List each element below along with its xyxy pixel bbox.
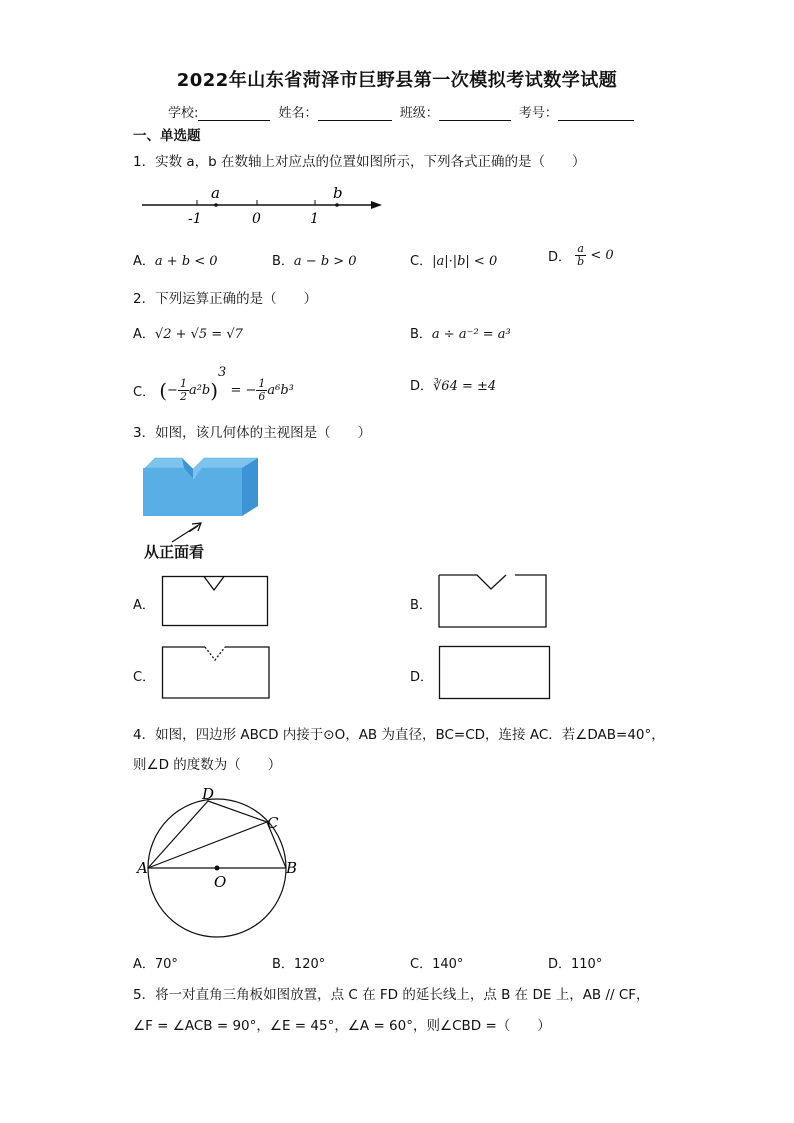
name-label: 姓名： (278, 106, 318, 121)
q3-option-c-label[interactable]: C． (133, 670, 156, 685)
point-label-c: C (267, 814, 279, 832)
q4-option-b[interactable]: B．120° (272, 957, 326, 972)
q2-option-c[interactable]: C． (− $\frac{1}{2}$ a²b)$^3$ = − $\frac{1}{6}$ a⁶b³ (133, 365, 294, 403)
q4-option-c[interactable]: C．140° (410, 957, 464, 972)
section-heading: 一、单选题 (133, 128, 201, 144)
q1-option-d[interactable]: D． $\frac{a}{b}$ < 0 (548, 242, 614, 268)
point-label-b: B (286, 859, 298, 877)
q2-option-a[interactable]: A．√2 + √5 = √7 (133, 327, 243, 342)
question-5-stem-line2: ∠F = ∠ACB = 90°，∠E = 45°，∠A = 60°，则∠CBD =（ ） (133, 1018, 551, 1034)
label-minus-one: -1 (188, 211, 202, 227)
question-4-stem-line1: 4．如图，四边形 ABCD 内接于⊙O，AB 为直径，BC=CD，连接 AC．若∠DAB=40°， (133, 727, 665, 743)
q1-option-b[interactable]: B．a − b > 0 (272, 254, 357, 269)
name-blank[interactable] (318, 106, 392, 121)
label-one: 1 (310, 211, 319, 227)
exam-no-blank[interactable] (558, 106, 634, 121)
segment-ac (148, 822, 267, 868)
center-o-dot (215, 866, 220, 871)
q3-option-a-label[interactable]: A． (133, 598, 155, 613)
class-label: 班级： (399, 106, 439, 121)
q4-option-a[interactable]: A．70° (133, 957, 178, 972)
q2-option-d[interactable]: D．∛64 = ±4 (410, 379, 497, 394)
q1-option-c[interactable]: C．|a|·|b| < 0 (410, 254, 498, 269)
q1-option-a[interactable]: A．a + b < 0 (133, 254, 218, 269)
point-label-o: O (214, 873, 227, 891)
circle-figure (134, 784, 304, 940)
question-2-stem: 2．下列运算正确的是（ ） (133, 291, 318, 307)
page-title: 2022年山东省菏泽市巨野县第一次模拟考试数学试题 (176, 70, 618, 91)
question-4-stem-line2: 则∠D 的度数为（ ） (133, 757, 282, 773)
q3-option-d-label[interactable]: D． (410, 670, 434, 685)
point-label-d: D (202, 785, 215, 803)
quadrilateral-sides (148, 801, 286, 868)
solid-side-face (242, 458, 258, 516)
school-label: 学校: (168, 106, 199, 121)
q4-option-d[interactable]: D．110° (548, 957, 603, 972)
q3-option-b-figure[interactable] (437, 573, 551, 630)
point-label-a: A (137, 859, 148, 877)
class-blank[interactable] (439, 106, 511, 121)
point-a (214, 203, 218, 207)
number-line-figure (138, 183, 388, 229)
number-line-arrow (371, 201, 382, 209)
front-view-label: 从正面看 (144, 543, 205, 561)
q3-option-c-figure[interactable] (161, 645, 273, 701)
q3-option-b-label[interactable]: B． (410, 598, 432, 613)
q3-option-a-figure[interactable] (161, 575, 271, 629)
point-b (335, 203, 339, 207)
label-b: b (333, 184, 343, 202)
q3-option-d-figure[interactable] (438, 645, 552, 701)
student-info-line (168, 102, 638, 121)
label-zero: 0 (252, 211, 261, 227)
q2-option-b[interactable]: B．a ÷ a⁻² = a³ (410, 327, 511, 342)
question-3-stem: 3．如图，该几何体的主视图是（ ） (133, 425, 372, 441)
school-blank[interactable] (198, 106, 270, 121)
question-5-stem-line1: 5．将一对直角三角板如图放置，点 C 在 FD 的延长线上，点 B 在 DE 上，AB // CF， (133, 987, 650, 1003)
label-a: a (211, 184, 220, 202)
exam-no-label: 考号： (518, 106, 558, 121)
question-1-stem: 1．实数 a，b 在数轴上对应点的位置如图所示，下列各式正确的是（ ） (133, 154, 586, 170)
